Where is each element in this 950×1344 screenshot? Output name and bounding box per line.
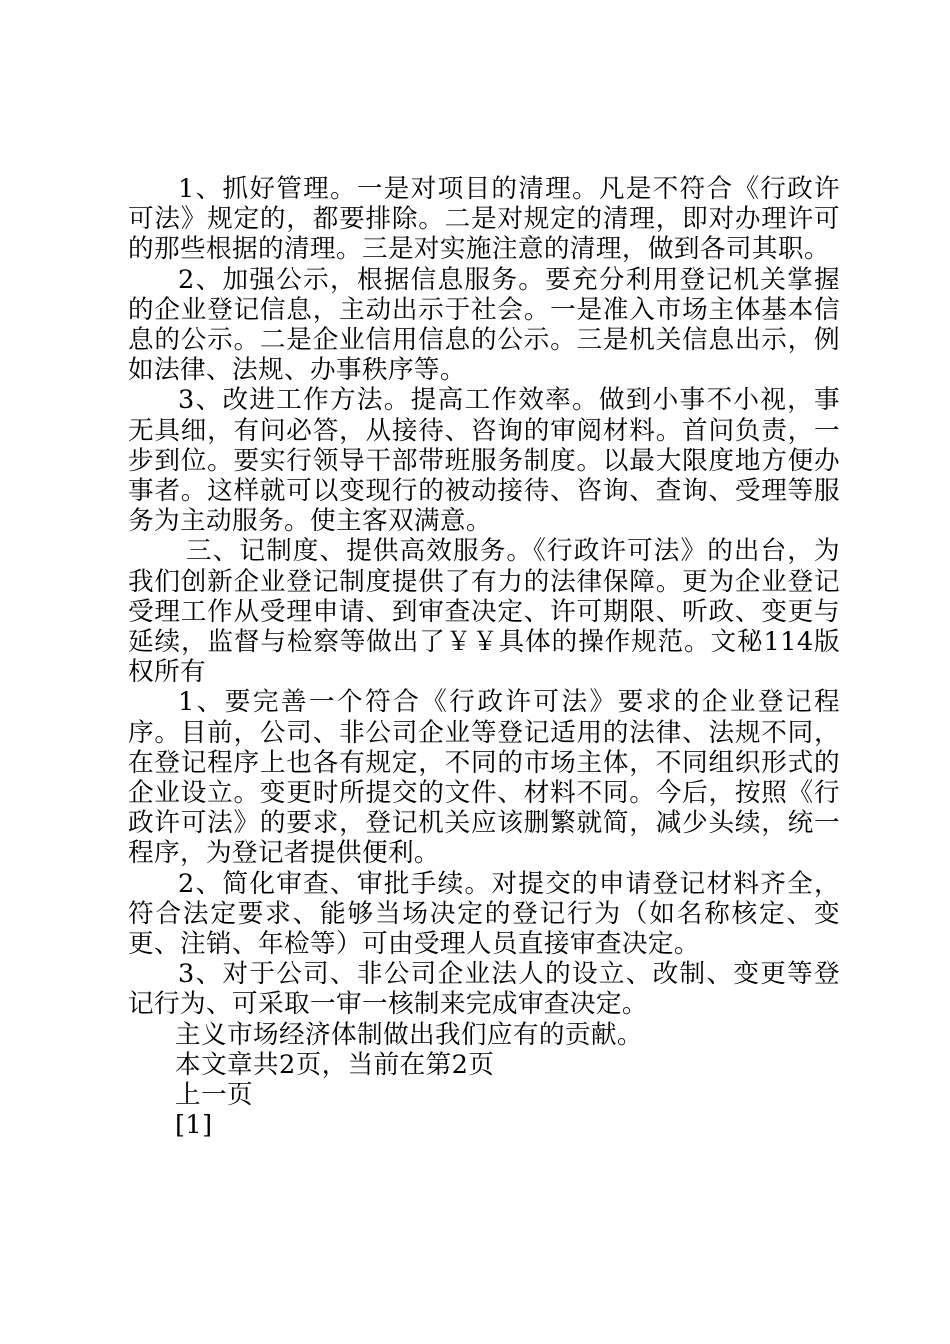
paragraph-review: 3、对于公司、非公司企业法人的设立、改制、变更等登记行为、可采取一审一核制来完成审查决定。	[128, 959, 840, 1020]
paragraph-manage: 1、抓好管理。一是对项目的清理。凡是不符合《行政许可法》规定的，都要排除。二是对规定的清理，即对办理许可的那些根据的清理。三是对实施注意的清理，做到各司其职。	[128, 174, 840, 265]
prev-page-link[interactable]: 上一页	[175, 1080, 253, 1111]
paragraph-publicity: 2、加强公示，根据信息服务。要充分利用登记机关掌握的企业登记信息，主动出示于社会。一是准入市场主体基本信息的公示。二是企业信用信息的公示。三是机关信息出示，例如法律、法规、办事秩序等。	[128, 264, 840, 386]
page-info: 本文章共2页，当前在第2页	[175, 1049, 495, 1080]
paragraph-procedure: 1、要完善一个符合《行政许可法》要求的企业登记程序。目前，公司、非公司企业等登记适用的法律、法规不同，在登记程序上也各有规定，不同的市场主体，不同组织形式的企业设立。变更时所提交的文件、材料不同。今后，按照《行政许可法》的要求，登记机关应该删繁就简，减少头续，统一程序，为登记者提供便利。	[128, 687, 840, 869]
paragraph-work-method: 3、改进工作方法。提高工作效率。做到小事不小视，事无具细，有问必答，从接待、咨询的审阅材料。首问负责，一步到位。要实行领导干部带班服务制度。以最大限度地方便办事者。这样就可以变现行的被动接待、咨询、查询、受理等服务为主动服务。使主客双满意。	[128, 385, 840, 537]
page-number-link[interactable]: [1]	[175, 1110, 213, 1141]
paragraph-simplify: 2、简化审查、审批手续。对提交的申请登记材料齐全，符合法定要求、能够当场决定的登记行为（如名称核定、变更、注销、年检等）可由受理人员直接审查决定。	[128, 868, 840, 960]
document-body	[128, 174, 840, 1141]
paragraph-system: 三、记制度、提供高效服务。《行政许可法》的出台，为我们创新企业登记制度提供了有力的法律保障。更为企业登记受理工作从受理申请、到审查决定、许可期限、听政、变更与延续，监督与检察等做出了￥￥具体的操作规范。文秘114版权所有	[128, 536, 840, 688]
closing-line: 主义市场经济体制做出我们应有的贡献。	[175, 1019, 643, 1050]
